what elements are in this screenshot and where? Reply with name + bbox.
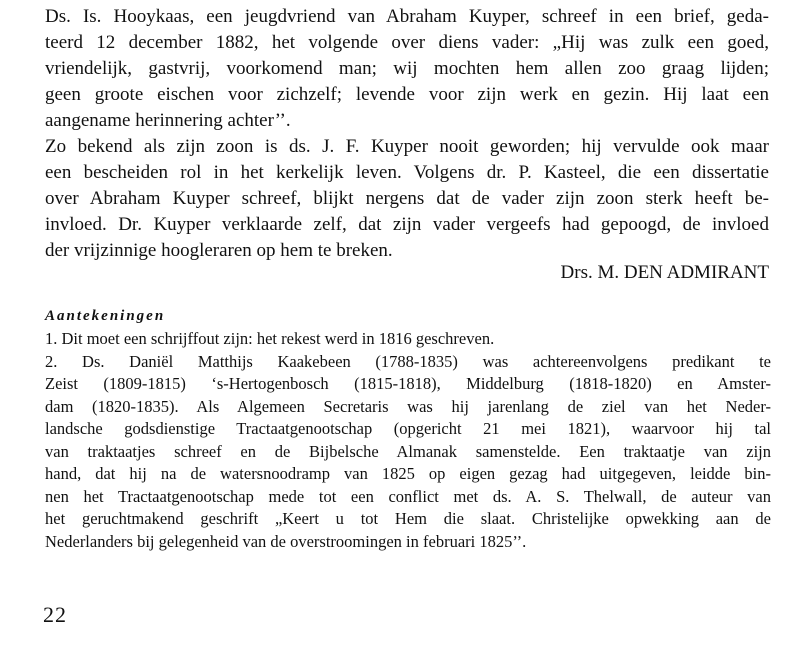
note-line: landsche godsdienstige Tractaatgenootschap (opgericht 21 mei 1821), waarvoor hij tal	[45, 419, 771, 438]
note-line: hand, dat hij na de watersnoodramp van 1825 op eigen gezag had uitgegeven, leidde bin-	[45, 464, 771, 483]
article-line: Zo bekend als zijn zoon is ds. J. F. Kuyper nooit geworden; hij vervulde ook maar	[45, 136, 769, 157]
note-line: het geruchtmakend geschrift „Keert u tot Hem die slaat. Christelijke opwekking aan de	[45, 509, 771, 528]
note-line: Zeist (1809-1815) ‘s-Hertogenbosch (1815-1818), Middelburg (1818-1820) en Amster-	[45, 374, 771, 393]
article-line: over Abraham Kuyper schreef, blijkt nergens dat de vader zijn zoon sterk heeft be-	[45, 188, 769, 209]
author-signature: Drs. M. DEN ADMIRANT	[560, 262, 769, 283]
article-line: geen groote eischen voor zichzelf; levende voor zijn werk en gezin. Hij laat een	[45, 84, 769, 105]
article-line: aangename herinnering achter’’.	[45, 110, 291, 131]
note-line: 2. Ds. Daniël Matthijs Kaakebeen (1788-1835) was achtereenvolgens predikant te	[45, 351, 771, 371]
article-line: vriendelijk, gastvrij, voorkomend man; wij mochten hem allen zoo graag lijden;	[45, 58, 769, 79]
note-line: nen het Tractaatgenootschap mede tot een conflict met ds. A. S. Thelwall, de auteur van	[45, 486, 771, 506]
notes-body	[45, 328, 771, 553]
article-line: invloed. Dr. Kuyper verklaarde zelf, dat zijn vader vergeefs had gepoogd, de invloed	[45, 214, 769, 235]
note-line: 1. Dit moet een schrijffout zijn: het rekest werd in 1816 geschreven.	[45, 329, 495, 348]
article-body	[45, 4, 769, 264]
article-line: teerd 12 december 1882, het volgende over diens vader: „Hij was zulk een goed,	[45, 32, 769, 53]
article-line: een bescheiden rol in het kerkelijk leven. Volgens dr. P. Kasteel, die een dissertatie	[45, 162, 769, 183]
note-line: Nederlanders bij gelegenheid van de overstroomingen in februari 1825’’.	[45, 531, 527, 551]
note-line: van traktaatjes schreef en de Bijbelsche Almanak samenstelde. Een traktaatje van zijn	[45, 441, 771, 461]
notes-heading: Aantekeningen	[45, 308, 166, 324]
note-line: dam (1820-1835). Als Algemeen Secretaris was hij jarenlang de ziel van het Neder-	[45, 396, 771, 416]
article-line: der vrijzinnige hoogleraren op hem te breken.	[45, 240, 393, 261]
article-line: Ds. Is. Hooykaas, een jeugdvriend van Abraham Kuyper, schreef in een brief, geda-	[45, 6, 769, 27]
page-number: 22	[43, 602, 67, 627]
